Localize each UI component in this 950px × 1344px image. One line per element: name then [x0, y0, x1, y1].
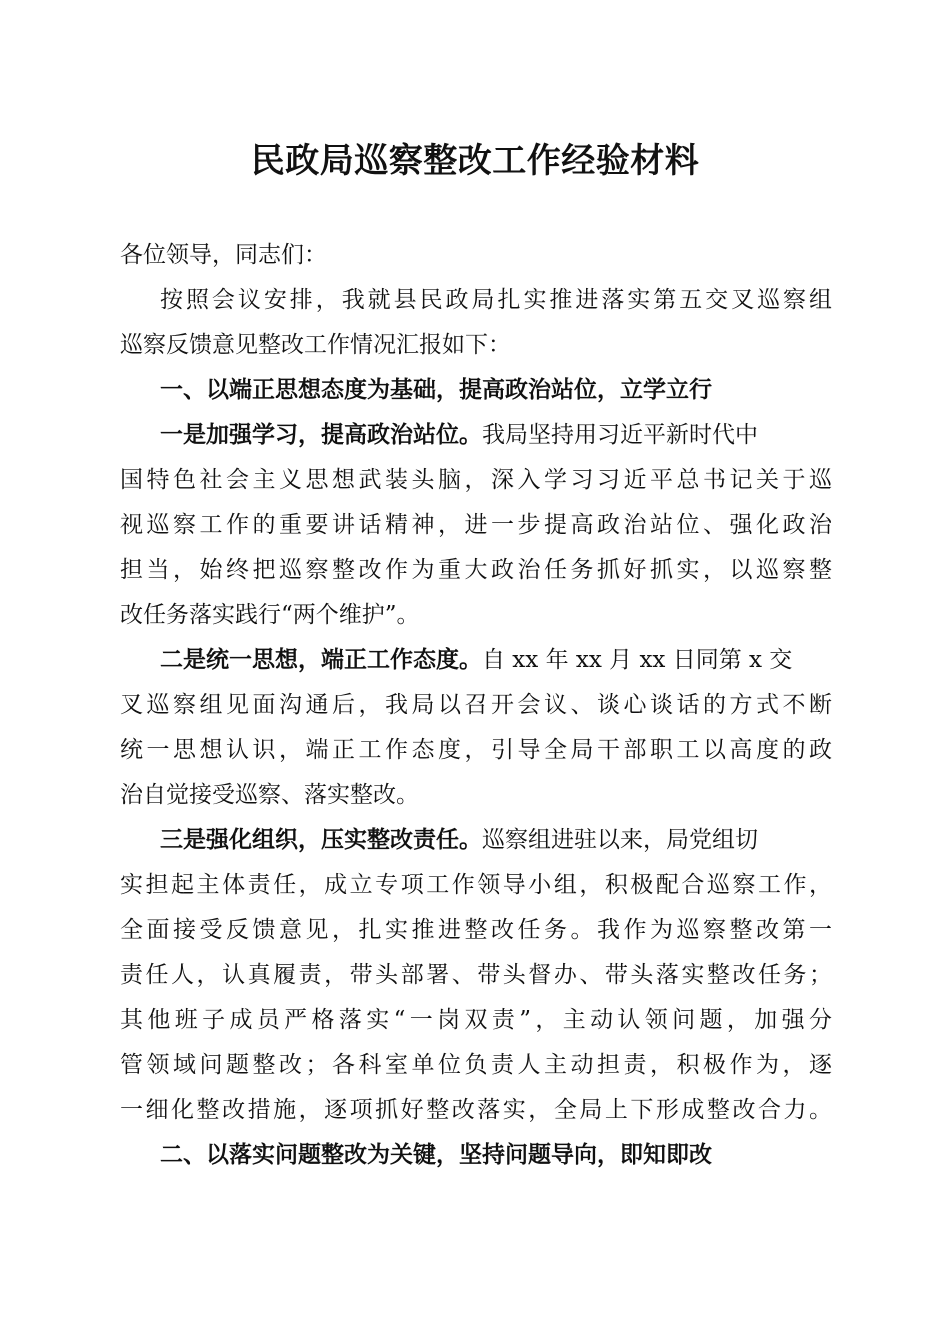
- paragraph-1-line-3: 视巡察工作的重要讲话精神，进一步提高政治站位、强化政治: [120, 512, 832, 538]
- paragraph-2-line-1: [160, 643, 832, 677]
- section-1-heading: 一、以端正思想态度为基础，提高政治站位，立学立行: [160, 377, 712, 403]
- paragraph-3-text: 巡察组进驻以来，局党组切: [482, 827, 758, 853]
- paragraph-1-text: 我局坚持用习近平新时代中: [482, 422, 758, 448]
- paragraph-2-line-4: 治自觉接受巡察、落实整改。: [120, 782, 419, 808]
- paragraph-2-lead: 二是统一思想，端正工作态度。: [160, 646, 482, 673]
- paragraph-3-line-1: [160, 823, 832, 857]
- section-2-heading: 二、以落实问题整改为关键，坚持问题导向，即知即改: [160, 1142, 712, 1168]
- paragraph-1-lead: 一是加强学习，提高政治站位。: [160, 421, 482, 448]
- paragraph-3-line-6: 管领域问题整改；各科室单位负责人主动担责，积极作为，逐: [120, 1052, 832, 1078]
- paragraph-3-line-3: 全面接受反馈意见，扎实推进整改任务。我作为巡察整改第一: [120, 917, 832, 943]
- paragraph-2-text: 自 xx 年 xx 月 xx 日同第 x 交: [482, 647, 793, 673]
- paragraph-3-line-4: 责任人，认真履责，带头部署、带头督办、带头落实整改任务；: [120, 962, 832, 988]
- paragraph-3-lead: 三是强化组织，压实整改责任。: [160, 826, 482, 853]
- paragraph-3-line-7: 一细化整改措施，逐项抓好整改落实，全局上下形成整改合力。: [120, 1097, 832, 1123]
- intro-line-1: 按照会议安排，我就县民政局扎实推进落实第五交叉巡察组: [160, 287, 832, 313]
- salutation: 各位领导，同志们：: [120, 242, 327, 268]
- document-title: 民政局巡察整改工作经验材料: [250, 141, 700, 181]
- paragraph-2-line-3: 统一思想认识，端正工作态度，引导全局干部职工以高度的政: [120, 737, 832, 763]
- paragraph-1-line-4: 担当，始终把巡察整改作为重大政治任务抓好抓实，以巡察整: [120, 557, 832, 583]
- paragraph-1-line-1: [160, 418, 832, 452]
- intro-line-2: 巡察反馈意见整改工作情况汇报如下：: [120, 332, 511, 358]
- paragraph-3-line-5: 其他班子成员严格落实“一岗双责”，主动认领问题，加强分: [120, 1007, 832, 1033]
- paragraph-3-line-2: 实担起主体责任，成立专项工作领导小组，积极配合巡察工作，: [120, 872, 832, 898]
- paragraph-2-line-2: 叉巡察组见面沟通后，我局以召开会议、谈心谈话的方式不断: [120, 692, 832, 718]
- paragraph-1-line-2: 国特色社会主义思想武装头脑，深入学习习近平总书记关于巡: [120, 467, 832, 493]
- paragraph-1-line-5: 改任务落实践行“两个维护”。: [120, 602, 420, 628]
